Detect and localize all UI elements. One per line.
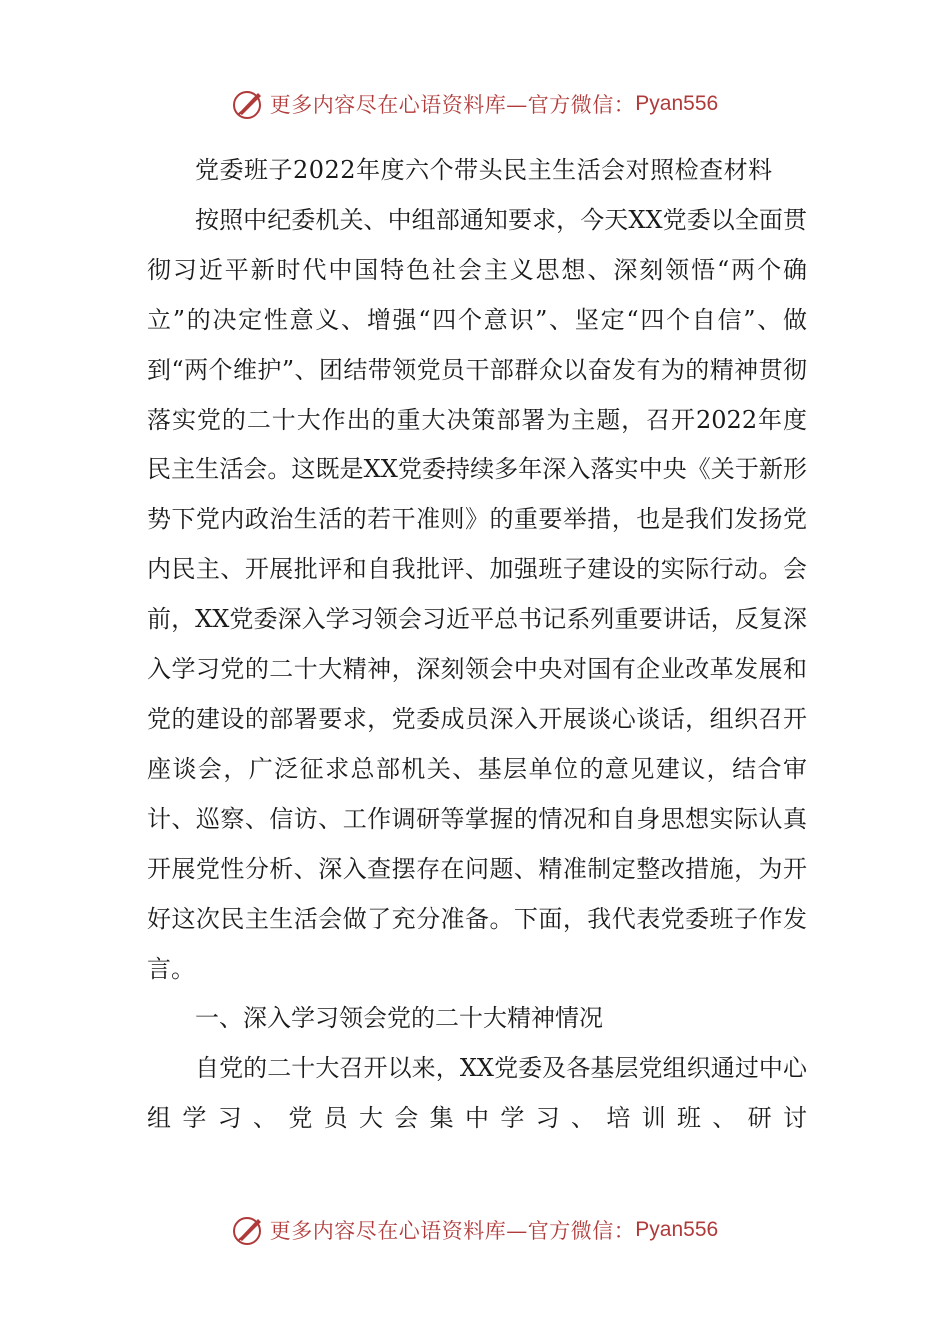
document-title: 党委班子2022年度六个带头民主生活会对照检查材料 [195,156,773,184]
paragraph-section-1: 自党的二十大召开以来，XX党委及各基层党组织通过中心组学习、党员大会集中学习、培训班、研讨 [147,1054,807,1133]
section-heading-1: 一、深入学习领会党的二十大精神情况 [195,1004,603,1033]
watermark-wechat-id: Pyan556 [635,92,719,115]
watermark-text: 更多内容尽在心语资料库—官方微信： [269,93,636,117]
watermark-text: 更多内容尽在心语资料库—官方微信： [269,1219,636,1243]
quill-logo-icon [232,87,266,121]
watermark-wechat-id: Pyan556 [635,1218,719,1241]
watermark-banner-bottom [0,1210,950,1250]
document-body [147,146,807,1144]
quill-logo-icon [232,1213,266,1247]
watermark-banner-top [0,84,950,124]
paragraph-intro: 按照中纪委机关、中组部通知要求，今天XX党委以全面贯彻习近平新时代中国特色社会主义思想、深刻领悟“两个确立”的决定性意义、增强“四个意识”、坚定“四个自信”、做到“两个维护”、团结带领党员干部群众以奋发有为的精神贯彻落实党的二十大作出的重大决策部署为主题，召开2022年度民主生活会。这既是XX党委持续多年深入落实中央《关于新形势下党内政治生活的若干准则》的重要举措，也是我们发扬党内民主、开展批评和自我批评、加强班子建设的实际行动。会前，XX党委深入学习领会习近平总书记系列重要讲话，反复深入学习党的二十大精神，深刻领会中央对国有企业改革发展和党的建设的部署要求，党委成员深入开展谈心谈话，组织召开座谈会，广泛征求总部机关、基层单位的意见建议，结合审计、巡察、信访、工作调研等掌握的情况和自身思想实际认真开展党性分析、深入查摆存在问题、精准制定整改措施，为开好这次民主生活会做了充分准备。下面，我代表党委班子作发言。 [147,205,807,983]
